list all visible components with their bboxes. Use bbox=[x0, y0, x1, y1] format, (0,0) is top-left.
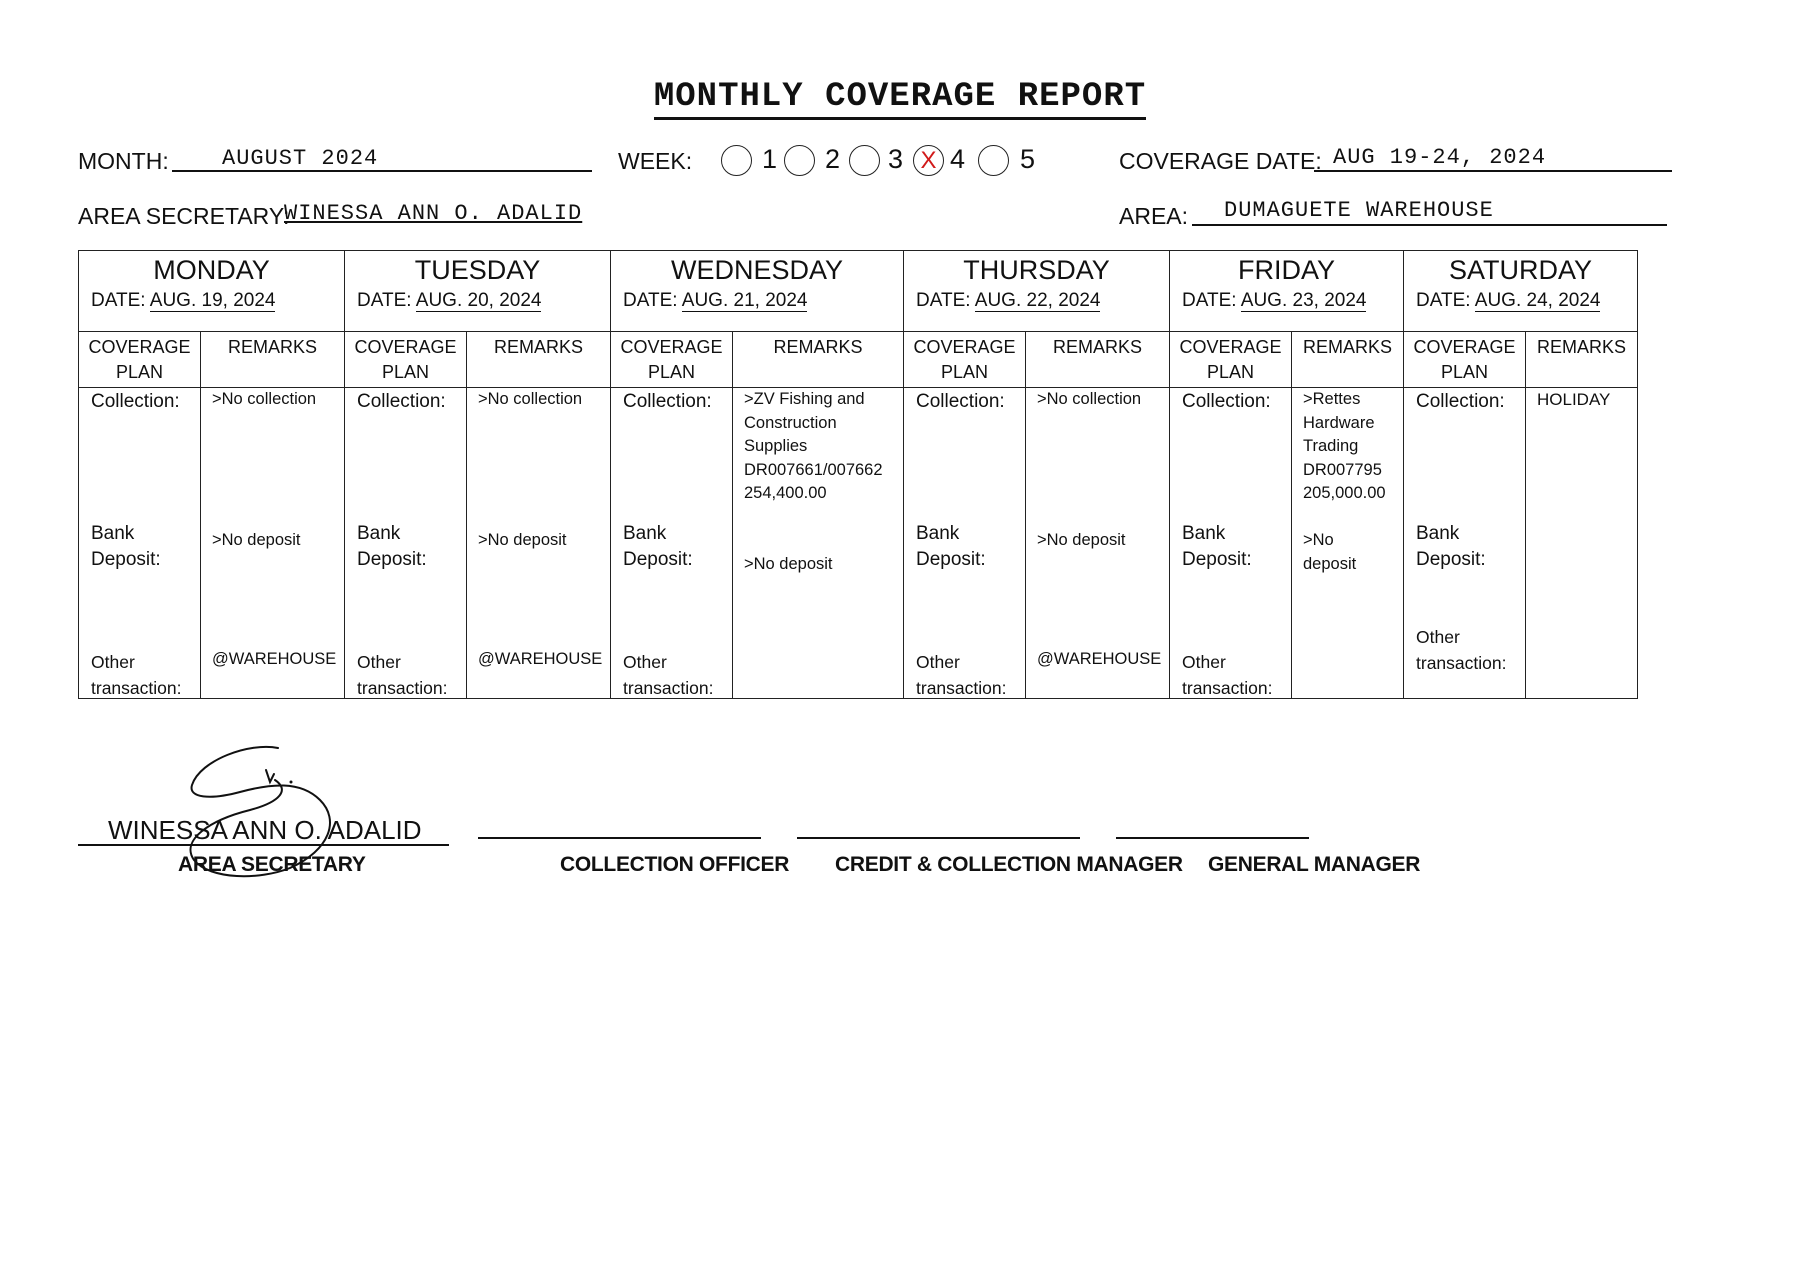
coverage-plan-header: COVERAGE PLAN bbox=[1170, 332, 1292, 388]
month-value[interactable]: AUGUST 2024 bbox=[222, 146, 379, 171]
coverage-plan-header: COVERAGE PLAN bbox=[345, 332, 467, 388]
plan-cell-wednesday bbox=[611, 388, 733, 699]
collection-officer-role: COLLECTION OFFICER bbox=[560, 853, 790, 876]
area-secretary-value[interactable]: WINESSA ANN O. ADALID bbox=[284, 201, 583, 226]
coverage-table bbox=[78, 250, 1638, 699]
bank-deposit-label: Bank Deposit: bbox=[1182, 523, 1252, 570]
day-date: DATE: AUG. 21, 2024 bbox=[623, 290, 808, 311]
day-date: DATE: AUG. 24, 2024 bbox=[1416, 290, 1601, 311]
report-title: MONTHLY COVERAGE REPORT bbox=[0, 78, 1800, 116]
collection-label: Collection: bbox=[623, 391, 712, 412]
plan-cell-friday bbox=[1170, 388, 1292, 699]
day-date: DATE: AUG. 23, 2024 bbox=[1182, 290, 1367, 311]
day-header-monday bbox=[79, 251, 345, 332]
remarks-header: REMARKS bbox=[1026, 332, 1170, 388]
day-name: FRIDAY bbox=[1237, 255, 1335, 285]
coverage-date-value[interactable]: AUG 19-24, 2024 bbox=[1333, 145, 1547, 170]
collection-remark: >ZV Fishing and Construction Supplies DR007661/007662 254,400.00 bbox=[744, 390, 883, 502]
other-transaction-label: Other transaction: bbox=[623, 652, 714, 698]
remarks-header: REMARKS bbox=[201, 332, 345, 388]
day-date: DATE: AUG. 20, 2024 bbox=[357, 290, 542, 311]
remarks-header: REMARKS bbox=[1292, 332, 1404, 388]
remarks-cell-wednesday bbox=[733, 388, 904, 699]
bank-deposit-label: Bank Deposit: bbox=[91, 523, 161, 570]
collection-label: Collection: bbox=[916, 391, 1005, 412]
other-remark: @WAREHOUSE bbox=[478, 650, 603, 668]
remarks-cell-tuesday bbox=[467, 388, 611, 699]
other-transaction-label: Other transaction: bbox=[357, 652, 448, 698]
day-date: DATE: AUG. 22, 2024 bbox=[916, 290, 1101, 311]
collection-remark: >No collection bbox=[478, 390, 583, 408]
week-label: WEEK: bbox=[618, 148, 693, 174]
other-remark: @WAREHOUSE bbox=[212, 650, 337, 668]
day-header-row bbox=[79, 251, 1638, 332]
deposit-remark: >No deposit bbox=[744, 555, 833, 573]
remarks-header: REMARKS bbox=[733, 332, 904, 388]
plan-cell-saturday bbox=[1404, 388, 1526, 699]
week-option-2-radio[interactable] bbox=[784, 145, 815, 176]
day-header-friday bbox=[1170, 251, 1404, 332]
week-option-5-label: 5 bbox=[1020, 144, 1036, 174]
coverage-plan-header: COVERAGE PLAN bbox=[79, 332, 201, 388]
month-label: MONTH: bbox=[78, 148, 169, 174]
handwritten-signature-icon bbox=[170, 740, 360, 890]
other-transaction-label: Other transaction: bbox=[916, 652, 1007, 698]
holiday-remark: HOLIDAY bbox=[1537, 390, 1611, 409]
collection-remark: >No collection bbox=[1037, 390, 1142, 408]
remarks-header: REMARKS bbox=[1526, 332, 1638, 388]
deposit-remark: >No deposit bbox=[478, 531, 567, 549]
week-option-1-label: 1 bbox=[762, 144, 778, 174]
other-transaction-label: Other transaction: bbox=[91, 652, 182, 698]
remarks-cell-saturday bbox=[1526, 388, 1638, 699]
x-mark-icon: X bbox=[920, 147, 937, 174]
collection-officer-signature-line bbox=[478, 837, 761, 839]
collection-label: Collection: bbox=[1182, 391, 1271, 412]
bank-deposit-label: Bank Deposit: bbox=[1416, 523, 1486, 570]
area-secretary-role: AREA SECRETARY bbox=[178, 853, 366, 876]
general-manager-role: GENERAL MANAGER bbox=[1208, 853, 1421, 876]
collection-label: Collection: bbox=[1416, 391, 1505, 412]
area-line bbox=[1192, 224, 1667, 226]
day-name: MONDAY bbox=[153, 255, 270, 285]
other-transaction-label: Other transaction: bbox=[1182, 652, 1273, 698]
coverage-date-label: COVERAGE DATE: bbox=[1119, 148, 1322, 174]
day-header-thursday bbox=[904, 251, 1170, 332]
other-transaction-label: Other transaction: bbox=[1416, 627, 1507, 673]
coverage-plan-header: COVERAGE PLAN bbox=[611, 332, 733, 388]
coverage-plan-header: COVERAGE PLAN bbox=[904, 332, 1026, 388]
deposit-remark: >No deposit bbox=[1037, 531, 1126, 549]
plan-cell-tuesday bbox=[345, 388, 467, 699]
deposit-remark: >No deposit bbox=[212, 531, 301, 549]
day-name: SATURDAY bbox=[1448, 255, 1592, 285]
plan-cell-monday bbox=[79, 388, 201, 699]
subheader-row bbox=[79, 332, 1638, 388]
collection-label: Collection: bbox=[91, 391, 180, 412]
deposit-remark: >No deposit bbox=[1303, 531, 1357, 573]
week-option-4-radio-checked[interactable] bbox=[913, 145, 944, 176]
credit-manager-role: CREDIT & COLLECTION MANAGER bbox=[835, 853, 1183, 876]
remarks-cell-thursday bbox=[1026, 388, 1170, 699]
bank-deposit-label: Bank Deposit: bbox=[916, 523, 986, 570]
day-name: WEDNESDAY bbox=[670, 255, 844, 285]
day-date: DATE: AUG. 19, 2024 bbox=[91, 290, 276, 311]
credit-manager-signature-line bbox=[797, 837, 1080, 839]
week-option-3-label: 3 bbox=[888, 144, 904, 174]
area-secretary-name: WINESSA ANN O. ADALID bbox=[108, 815, 422, 845]
remarks-cell-monday bbox=[201, 388, 345, 699]
week-option-1-radio[interactable] bbox=[721, 145, 752, 176]
bank-deposit-label: Bank Deposit: bbox=[623, 523, 693, 570]
area-value[interactable]: DUMAGUETE WAREHOUSE bbox=[1224, 198, 1494, 223]
bank-deposit-label: Bank Deposit: bbox=[357, 523, 427, 570]
general-manager-signature-line bbox=[1116, 837, 1309, 839]
collection-remark: >Rettes Hardware Trading DR007795 205,000.00 bbox=[1303, 390, 1386, 502]
coverage-date-line bbox=[1314, 170, 1672, 172]
week-option-5-radio[interactable] bbox=[978, 145, 1009, 176]
collection-remark: >No collection bbox=[212, 390, 317, 408]
plan-row bbox=[79, 388, 1638, 699]
week-option-2-label: 2 bbox=[825, 144, 841, 174]
week-option-4-label: 4 bbox=[950, 144, 966, 174]
remarks-header: REMARKS bbox=[467, 332, 611, 388]
week-option-3-radio[interactable] bbox=[849, 145, 880, 176]
day-header-saturday bbox=[1404, 251, 1638, 332]
day-header-tuesday bbox=[345, 251, 611, 332]
plan-cell-thursday bbox=[904, 388, 1026, 699]
day-name: TUESDAY bbox=[414, 255, 541, 285]
area-secretary-label: AREA SECRETARY: bbox=[78, 203, 290, 229]
day-name: THURSDAY bbox=[963, 255, 1110, 285]
coverage-plan-header: COVERAGE PLAN bbox=[1404, 332, 1526, 388]
other-remark: @WAREHOUSE bbox=[1037, 650, 1162, 668]
day-header-wednesday bbox=[611, 251, 904, 332]
collection-label: Collection: bbox=[357, 391, 446, 412]
area-label: AREA: bbox=[1119, 203, 1189, 229]
remarks-cell-friday bbox=[1292, 388, 1404, 699]
